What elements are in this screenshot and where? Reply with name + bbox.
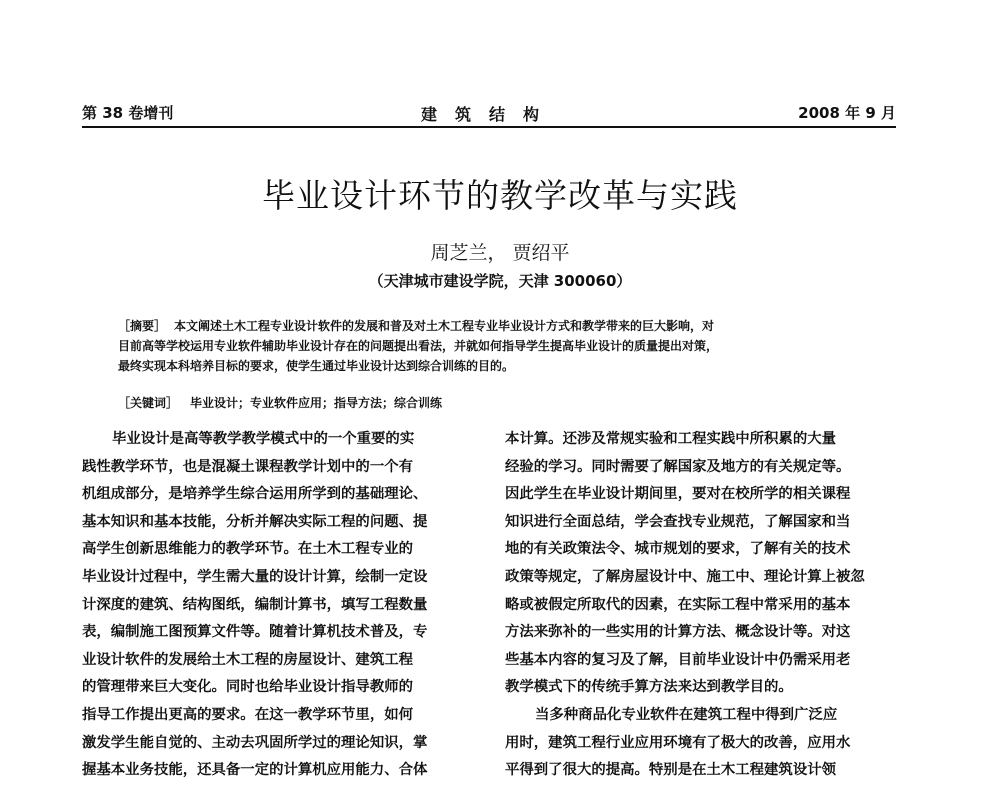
body-line: 践性教学环节，也是混凝土课程教学计划中的一个有 [82, 458, 413, 475]
abstract-line: 最终实现本科培养目标的要求，使学生通过毕业设计达到综合训练的目的。 [118, 359, 515, 373]
keywords [118, 393, 898, 413]
header-rule [82, 126, 896, 128]
body-column-right [505, 426, 903, 785]
body-line: 表，编制施工图预算文件等。随着计算机技术普及，专 [82, 624, 428, 641]
issue-date: 2008 年 9 月 [798, 104, 896, 122]
body-line: 指导工作提出更高的要求。在这一教学环节里，如何 [82, 706, 413, 723]
body-line: 地的有关政策法令、城市规划的要求，了解有关的技术 [505, 541, 851, 558]
body-line: 基本知识和基本技能，分析并解决实际工程的问题、提 [82, 513, 428, 530]
paper-title: 毕业设计环节的教学改革与实践 [262, 176, 738, 215]
body-line: 经验的学习。同时需要了解国家及地方的有关规定等。 [505, 458, 851, 475]
body-line: 握基本业务技能，还具备一定的计算机应用能力、合体 [82, 762, 428, 779]
body-line: 平得到了很大的提高。特别是在土木工程建筑设计领 [505, 762, 836, 779]
keywords-label: ［关键词］ [118, 396, 179, 410]
journal-volume: 第 38 卷增刊 [82, 104, 174, 122]
body-line: 机组成部分，是培养学生综合运用所学到的基础理论、 [82, 486, 428, 503]
abstract-line: 目前高等学校运用专业软件辅助毕业设计存在的问题提出看法，并就如何指导学生提高毕业设计的质量提出对策， [118, 339, 719, 353]
body-line: 毕业设计是高等教学教学模式中的一个重要的实 [112, 431, 415, 447]
body-line: 略或被假定所取代的因素，在实际工程中常采用的基本 [505, 596, 851, 613]
body-line: 的管理带来巨大变化。同时也给毕业设计指导教师的 [82, 679, 413, 696]
abstract [118, 316, 898, 376]
body-line: 计深度的建筑、结构图纸，编制计算书，填写工程数量 [82, 596, 428, 613]
body-line: 高学生创新思维能力的教学环节。在土木工程专业的 [82, 541, 413, 558]
body-line: 知识进行全面总结，学会查找专业规范，了解国家和当 [505, 513, 851, 530]
body-line: 激发学生能自觉的、主动去巩固所学过的理论知识，掌 [82, 734, 428, 751]
body-line: 本计算。还涉及常规实验和工程实践中所积累的大量 [505, 431, 836, 447]
body-line: 政策等规定，了解房屋设计中、施工中、理论计算上被忽 [505, 568, 865, 585]
body-column-left [82, 426, 480, 785]
body-line: 教学模式下的传统手算方法来达到教学目的。 [505, 679, 793, 696]
abstract-label: ［摘要］ [118, 319, 167, 333]
body-line: 方法来弥补的一些实用的计算方法、概念设计等。对这 [505, 624, 851, 641]
body-line: 用时，建筑工程行业应用环境有了极大的改善，应用水 [505, 734, 851, 751]
body-line: 些基本内容的复习及了解，目前毕业设计中仍需采用老 [505, 651, 851, 668]
abstract-text: 本文阐述土木工程专业设计软件的发展和普及对土木工程专业毕业设计方式和教学带来的巨大影响，对 [174, 319, 715, 333]
body-line: 当多种商品化专业软件在建筑工程中得到广泛应 [535, 706, 838, 723]
body-line: 业设计软件的发展给土木工程的房屋设计、建筑工程 [82, 651, 413, 668]
body-line: 毕业设计过程中，学生需大量的设计计算，绘制一定设 [82, 568, 428, 585]
paper-affiliation: （天津城市建设学院，天津 300060） [368, 272, 632, 290]
paper-authors: 周芝兰， 贾绍平 [430, 242, 570, 264]
abstract-line [118, 316, 898, 336]
journal-name: 建筑结构 [420, 105, 557, 124]
body-line: 因此学生在毕业设计期间里，要对在校所学的相关课程 [505, 486, 851, 503]
running-header [82, 100, 896, 126]
keywords-text: 毕业设计；专业软件应用；指导方法；综合训练 [190, 396, 443, 410]
